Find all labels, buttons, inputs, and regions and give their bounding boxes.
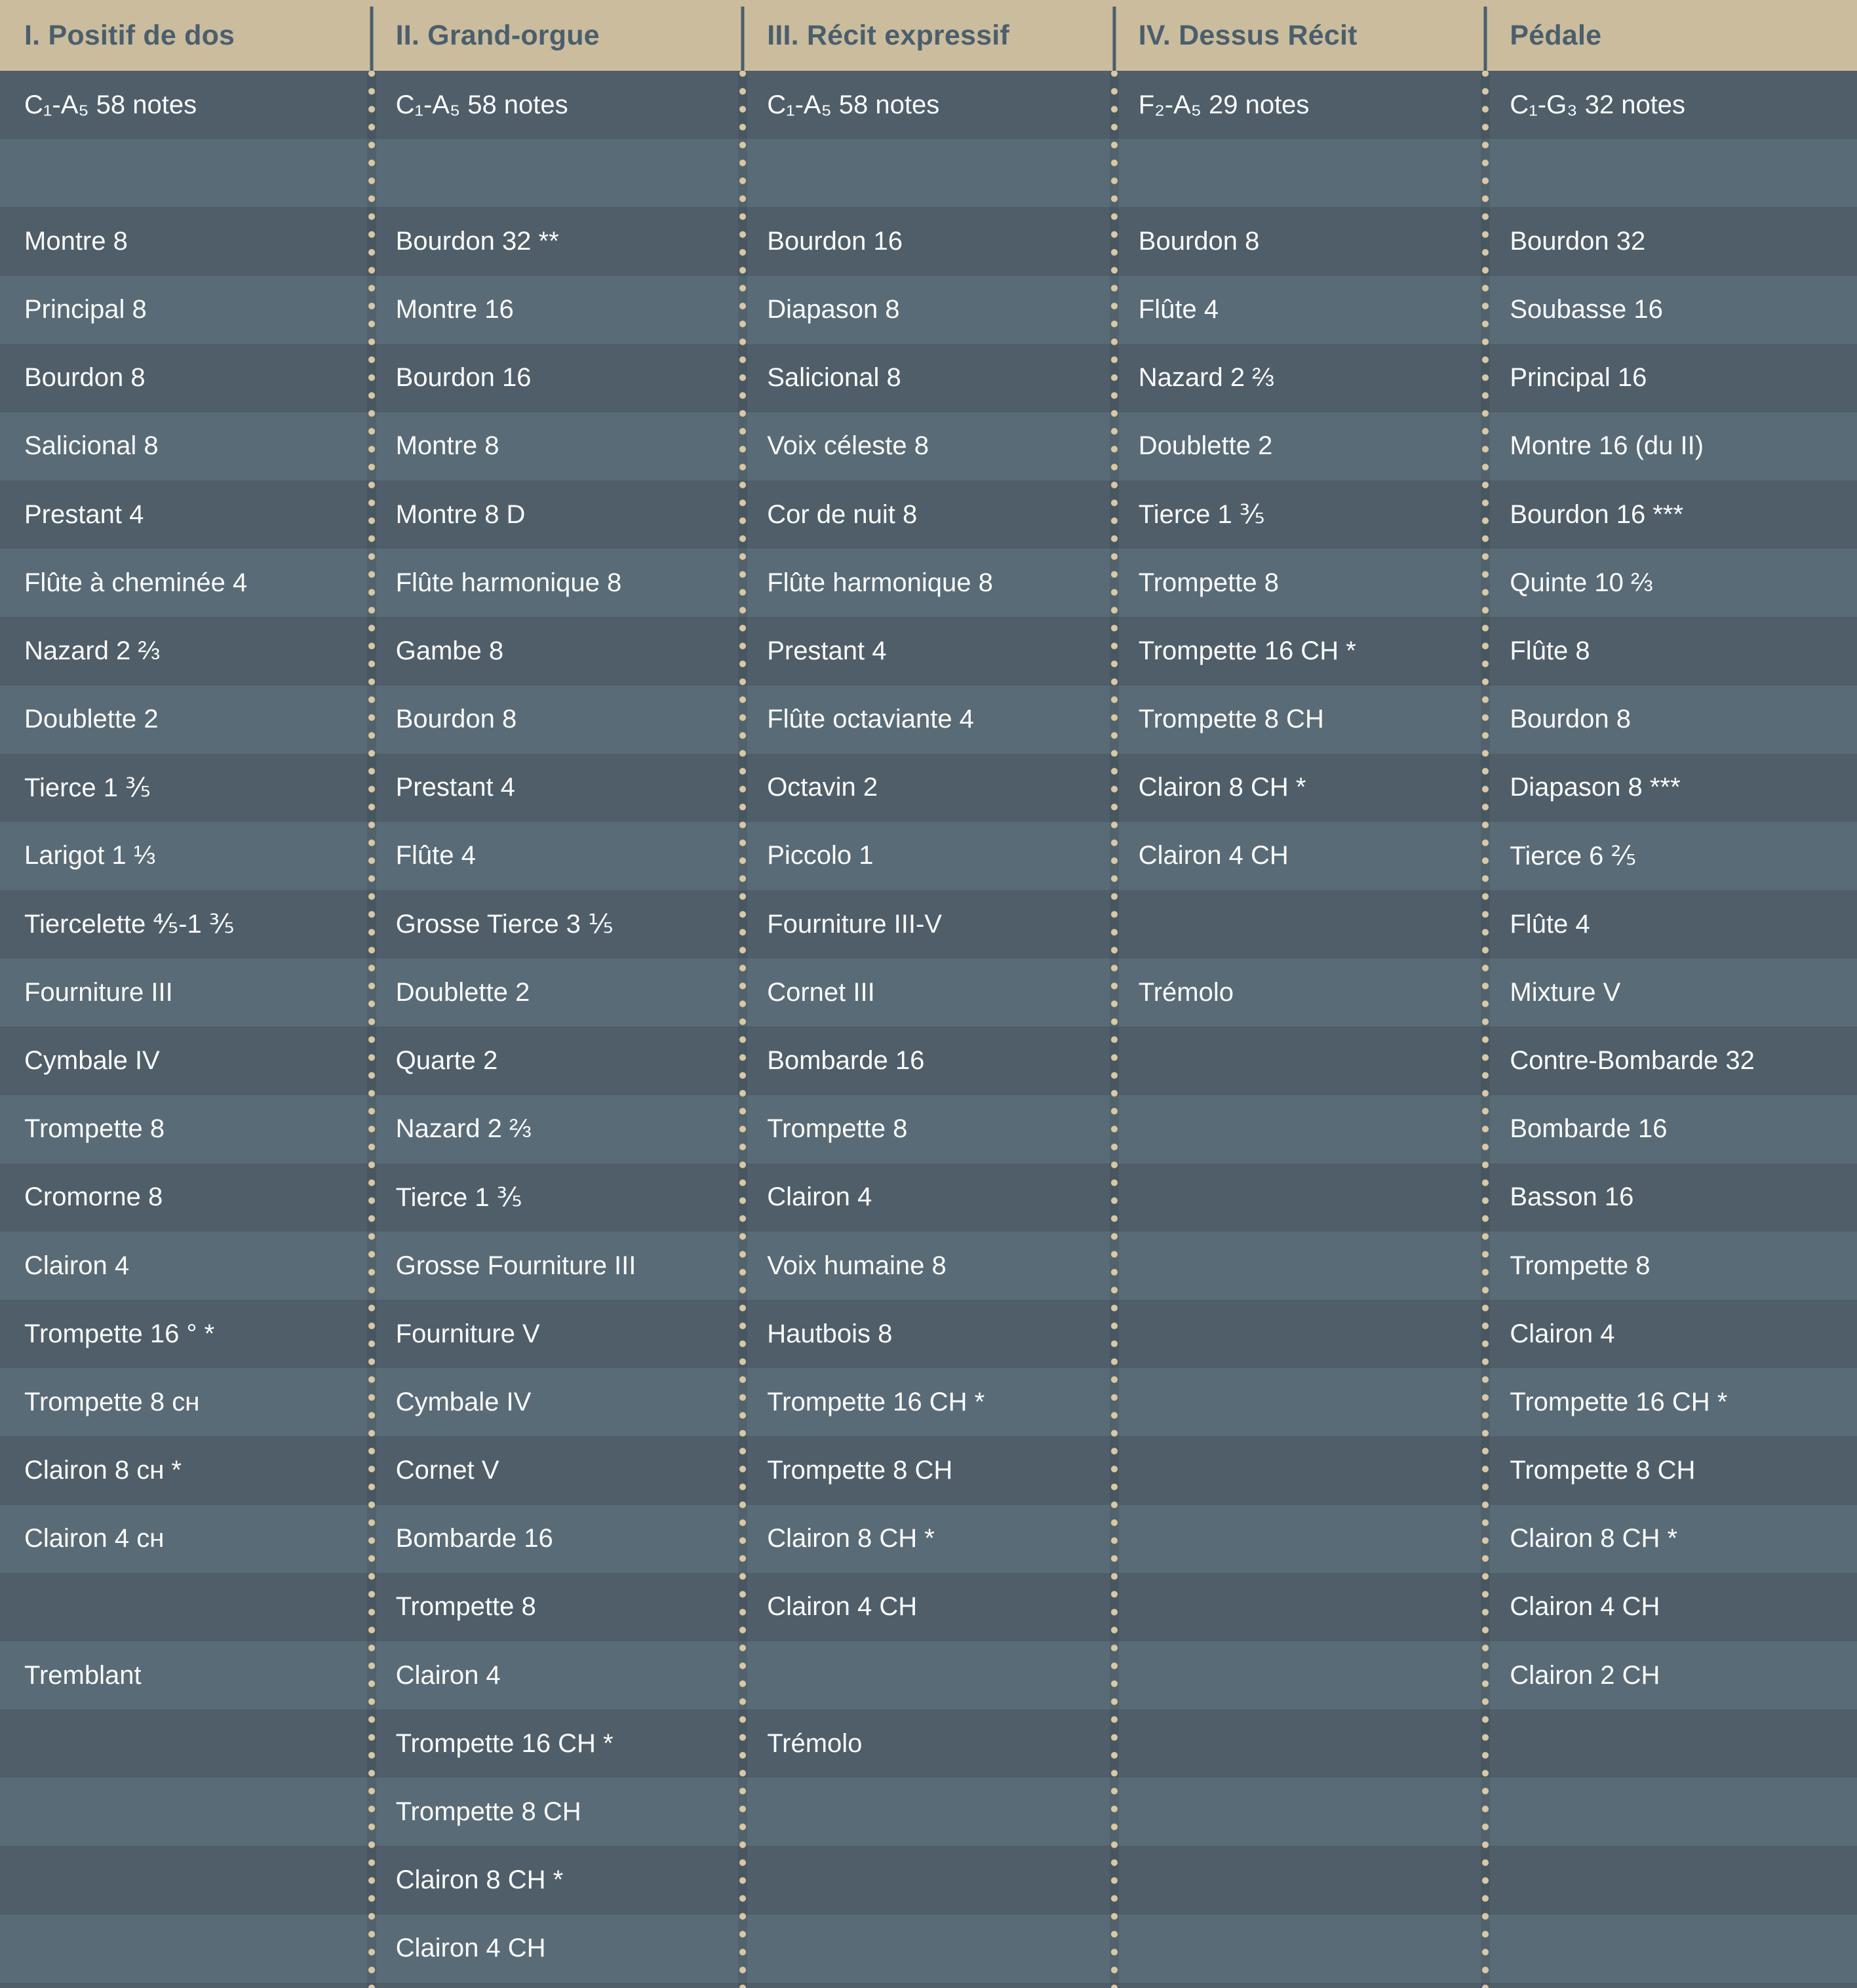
stop-cell: Gambe 8 (372, 617, 743, 685)
stop-cell (1114, 1709, 1486, 1778)
stop-cell: Fourniture III (0, 958, 372, 1026)
stop-cell (1114, 1846, 1486, 1914)
stop-cell: Flûte 4 (372, 822, 743, 890)
stop-cell (1485, 1915, 1857, 1983)
stop-cell: Bourdon 8 (1114, 207, 1486, 275)
stop-cell (0, 1709, 372, 1778)
stop-cell: Trompette 8 (0, 1095, 372, 1163)
stop-cell: Hautbois 8 (743, 1300, 1114, 1368)
stop-cell: C₁-A₅ 58 notes (743, 71, 1114, 139)
stop-cell: Bourdon 8 (1485, 686, 1857, 754)
stop-cell: Clairon 8 CH * (1485, 1505, 1857, 1573)
stop-cell: C₁-G₃ 32 notes (1485, 71, 1857, 139)
stop-cell: Salicional 8 (0, 412, 372, 480)
stop-cell: Principal 8 (0, 276, 372, 344)
column-header: IV. Dessus Récit (1114, 0, 1486, 71)
header-divider-line (1484, 7, 1487, 71)
stop-cell: C₁-A₅ 58 notes (0, 71, 372, 139)
stop-cell: Quinte 10 ⅔ (1485, 549, 1857, 617)
stop-cell (0, 139, 372, 207)
stop-cell: Fourniture V (372, 1300, 743, 1368)
stop-cell: Mixture V (1485, 958, 1857, 1026)
stop-cell: Montre 8 (0, 207, 372, 275)
stop-cell: Clairon 4 CH (1485, 1573, 1857, 1641)
stop-cell: Cornet V (372, 1436, 743, 1504)
stop-cell: Larigot 1 ⅓ (0, 822, 372, 890)
header-divider-line (370, 7, 373, 71)
stop-cell: Nazard 2 ⅔ (0, 617, 372, 685)
stop-cell (1114, 1573, 1486, 1641)
stop-cell (0, 1915, 372, 1983)
stop-cell (743, 1846, 1114, 1914)
stop-cell: Salicional 8 (743, 344, 1114, 412)
cropped-row-sliver (1114, 1983, 1486, 1988)
stop-cell: Tierce 1 ⅗ (0, 754, 372, 822)
column-header: III. Récit expressif (743, 0, 1114, 71)
stop-cell: Bourdon 8 (0, 344, 372, 412)
header-divider-line (741, 7, 745, 71)
stop-cell: Bourdon 8 (372, 686, 743, 754)
stop-cell: Trompette 8 CH (743, 1436, 1114, 1504)
stop-cell: Prestant 4 (372, 754, 743, 822)
stop-cell (1114, 1368, 1486, 1436)
cropped-row-sliver (1485, 1983, 1857, 1988)
stop-cell: Cromorne 8 (0, 1163, 372, 1232)
column-3 (743, 0, 1114, 1988)
stop-cell: Basson 16 (1485, 1163, 1857, 1232)
stop-cell: Clairon 8 ᴄʜ * (0, 1436, 372, 1504)
stop-cell (0, 1778, 372, 1846)
stop-cell: Montre 16 (372, 276, 743, 344)
stop-cell: C₁-A₅ 58 notes (372, 71, 743, 139)
column-1 (0, 0, 372, 1988)
stop-cell: Cornet III (743, 958, 1114, 1026)
column-header: I. Positif de dos (0, 0, 372, 71)
stop-cell (0, 1846, 372, 1914)
stop-cell (743, 1915, 1114, 1983)
stop-cell: Soubasse 16 (1485, 276, 1857, 344)
stop-cell: Cymbale IV (372, 1368, 743, 1436)
stop-cell: Bourdon 16 (743, 207, 1114, 275)
stop-cell: Clairon 4 (372, 1641, 743, 1709)
stop-cell: Fourniture III-V (743, 890, 1114, 958)
stop-cell (372, 139, 743, 207)
stop-cell: Clairon 4 (743, 1163, 1114, 1232)
stop-cell: Clairon 8 CH * (1114, 754, 1486, 822)
stop-cell (1485, 1709, 1857, 1778)
stop-cell: Trompette 16 CH * (1114, 617, 1486, 685)
stop-cell: Trompette 8 CH (1114, 686, 1486, 754)
stop-cell (1114, 1641, 1486, 1709)
stop-cell: Tierce 6 ⅖ (1485, 822, 1857, 890)
stop-cell: Montre 8 D (372, 480, 743, 549)
stop-cell: Flûte à cheminée 4 (0, 549, 372, 617)
stop-cell: Trompette 8 CH (1485, 1436, 1857, 1504)
stop-cell: Trompette 8 (372, 1573, 743, 1641)
stop-cell: Voix humaine 8 (743, 1232, 1114, 1300)
stop-cell: Trompette 8 (1485, 1232, 1857, 1300)
stop-cell: Trompette 16 CH * (372, 1709, 743, 1778)
stop-cell (1114, 1505, 1486, 1573)
stop-cell: Montre 8 (372, 412, 743, 480)
stop-cell: Flûte 4 (1114, 276, 1486, 344)
column-header: II. Grand-orgue (372, 0, 743, 71)
stop-cell: Cymbale IV (0, 1026, 372, 1095)
stop-cell: Tremblant (0, 1641, 372, 1709)
stop-cell: Bourdon 32 (1485, 207, 1857, 275)
stop-cell: Clairon 4 CH (372, 1915, 743, 1983)
stop-cell (743, 1641, 1114, 1709)
stop-cell: Doublette 2 (1114, 412, 1486, 480)
stop-cell: Prestant 4 (743, 617, 1114, 685)
stop-cell: Doublette 2 (372, 958, 743, 1026)
stop-cell: Nazard 2 ⅔ (1114, 344, 1486, 412)
stop-cell: Grosse Tierce 3 ⅕ (372, 890, 743, 958)
column-divider-dotted (1110, 71, 1119, 1988)
stop-cell: Quarte 2 (372, 1026, 743, 1095)
stop-cell: Bombarde 16 (372, 1505, 743, 1573)
stop-cell: Flûte 4 (1485, 890, 1857, 958)
cropped-row-sliver (0, 1983, 372, 1988)
stop-cell: Clairon 2 CH (1485, 1641, 1857, 1709)
stop-cell (743, 139, 1114, 207)
stop-cell: Trompette 16 CH * (743, 1368, 1114, 1436)
stop-cell: Principal 16 (1485, 344, 1857, 412)
stop-cell: Grosse Fourniture III (372, 1232, 743, 1300)
stop-cell: Tierce 1 ⅗ (1114, 480, 1486, 549)
stop-cell (0, 1573, 372, 1641)
stop-cell (1114, 1232, 1486, 1300)
stop-cell: Clairon 8 CH * (372, 1846, 743, 1914)
stop-cell: Clairon 4 (1485, 1300, 1857, 1368)
stop-cell (1485, 139, 1857, 207)
stop-cell: Flûte harmonique 8 (743, 549, 1114, 617)
stop-cell: Flûte harmonique 8 (372, 549, 743, 617)
stop-cell: F₂-A₅ 29 notes (1114, 71, 1486, 139)
stop-cell (1114, 1436, 1486, 1504)
column-4 (1114, 0, 1486, 1988)
stop-cell: Prestant 4 (0, 480, 372, 549)
stop-cell (1114, 1163, 1486, 1232)
stop-cell: Trémolo (1114, 958, 1486, 1026)
stop-cell: Montre 16 (du II) (1485, 412, 1857, 480)
column-2 (372, 0, 743, 1988)
cropped-row-sliver (743, 1983, 1114, 1988)
stop-cell: Trompette 8 ᴄʜ (0, 1368, 372, 1436)
stop-cell: Clairon 8 CH * (743, 1505, 1114, 1573)
stop-cell: Clairon 4 ᴄʜ (0, 1505, 372, 1573)
stop-cell (1114, 139, 1486, 207)
stop-cell (1114, 1778, 1486, 1846)
stop-cell (1114, 1026, 1486, 1095)
stop-cell: Bourdon 32 ** (372, 207, 743, 275)
stop-cell: Diapason 8 *** (1485, 754, 1857, 822)
stop-cell: Diapason 8 (743, 276, 1114, 344)
stop-cell (1114, 1915, 1486, 1983)
stop-cell: Clairon 4 CH (1114, 822, 1486, 890)
column-divider-dotted (738, 71, 747, 1988)
stop-cell: Bombarde 16 (1485, 1095, 1857, 1163)
stop-cell: Flûte 8 (1485, 617, 1857, 685)
stop-cell: Bourdon 16 (372, 344, 743, 412)
stop-cell: Tiercelette ⅘-1 ⅗ (0, 890, 372, 958)
stop-cell: Bourdon 16 *** (1485, 480, 1857, 549)
header-divider-line (1112, 7, 1116, 71)
stop-cell: Trompette 8 CH (372, 1778, 743, 1846)
stop-cell: Nazard 2 ⅔ (372, 1095, 743, 1163)
column-divider-dotted (367, 71, 376, 1988)
stop-cell: Tierce 1 ⅗ (372, 1163, 743, 1232)
stop-cell: Trompette 16 ° * (0, 1300, 372, 1368)
stop-cell: Clairon 4 (0, 1232, 372, 1300)
cropped-row-sliver (372, 1983, 743, 1988)
stop-cell: Trémolo (743, 1709, 1114, 1778)
stop-cell: Flûte octaviante 4 (743, 686, 1114, 754)
column-5 (1485, 0, 1857, 1988)
stop-cell: Bombarde 16 (743, 1026, 1114, 1095)
stop-cell: Doublette 2 (0, 686, 372, 754)
stop-cell: Clairon 4 CH (743, 1573, 1114, 1641)
column-divider-dotted (1481, 71, 1490, 1988)
stop-cell: Trompette 8 (1114, 549, 1486, 617)
stop-cell: Octavin 2 (743, 754, 1114, 822)
stop-cell (1114, 1095, 1486, 1163)
stop-cell (1114, 1300, 1486, 1368)
stop-cell (1485, 1846, 1857, 1914)
stop-cell: Cor de nuit 8 (743, 480, 1114, 549)
stop-cell: Trompette 16 CH * (1485, 1368, 1857, 1436)
stop-cell: Piccolo 1 (743, 822, 1114, 890)
stop-cell (1114, 890, 1486, 958)
stop-cell: Contre-Bombarde 32 (1485, 1026, 1857, 1095)
stop-cell (1485, 1778, 1857, 1846)
stop-cell: Trompette 8 (743, 1095, 1114, 1163)
column-header: Pédale (1485, 0, 1857, 71)
stop-cell (743, 1778, 1114, 1846)
stop-cell: Voix céleste 8 (743, 412, 1114, 480)
